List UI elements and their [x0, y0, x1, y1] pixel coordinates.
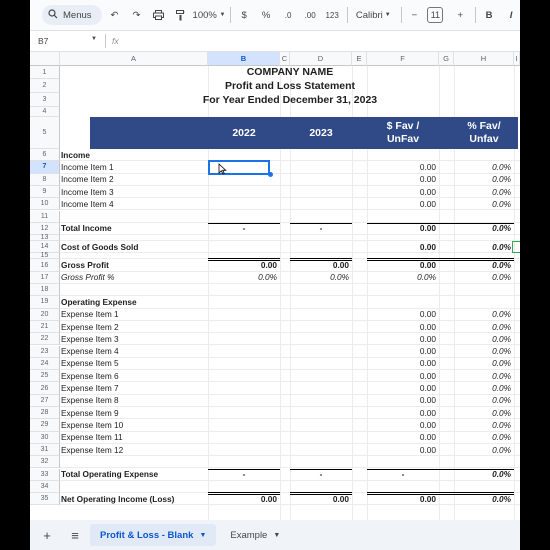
divider [401, 7, 402, 23]
column-header-h[interactable]: H [454, 52, 514, 66]
table-row [60, 358, 520, 370]
banner-2022 [208, 117, 280, 149]
paint-format-icon[interactable] [172, 5, 190, 25]
chevron-down-icon: ▼ [219, 12, 226, 18]
table-row [60, 241, 520, 253]
cell-pct-fav-unfav[interactable]: 0.0% [492, 174, 511, 185]
redo-icon[interactable]: ↷ [132, 9, 141, 21]
row-label[interactable]: Expense Item 9 [61, 407, 119, 418]
cell-fav-unfav[interactable]: 0.00 [419, 309, 436, 320]
table-row [60, 284, 520, 296]
cell-fav-unfav[interactable]: 0.00 [419, 493, 436, 504]
cell-2022[interactable]: - [242, 223, 246, 234]
cell-fav-unfav[interactable]: 0.00 [419, 174, 436, 185]
spreadsheet-window [30, 0, 520, 550]
row-header[interactable]: 20 [30, 309, 60, 321]
column-header-c[interactable]: C [280, 52, 290, 66]
cell-pct-fav-unfav[interactable]: 0.0% [492, 309, 511, 320]
row-label[interactable]: Income Item 4 [61, 198, 114, 209]
cell-fav-unfav[interactable]: 0.00 [419, 161, 436, 172]
double-border [290, 258, 352, 261]
cell-fav-unfav[interactable]: - [401, 469, 405, 480]
row-label[interactable]: Expense Item 2 [61, 321, 119, 332]
table-row [60, 444, 520, 456]
font-size-increase-button[interactable]: + [457, 9, 464, 21]
row-header[interactable]: 6 [30, 149, 60, 161]
row-header[interactable]: 33 [30, 469, 60, 481]
all-sheets-button[interactable]: ≡ [71, 527, 79, 543]
double-border [290, 492, 352, 495]
row-label[interactable]: Income Item 1 [61, 161, 114, 172]
row-header[interactable]: 9 [30, 186, 60, 198]
font-select[interactable] [352, 5, 395, 25]
row-label[interactable]: Gross Profit [61, 260, 109, 271]
cell-reference: B7 [38, 36, 49, 46]
cell-pct-fav-unfav[interactable]: 0.0% [492, 223, 511, 234]
cell-pct-fav-unfav[interactable]: 0.0% [492, 432, 511, 443]
row-header[interactable]: 18 [30, 284, 60, 296]
decrease-decimal-button[interactable]: .0 [284, 10, 292, 20]
row-header[interactable]: 17 [30, 272, 60, 284]
row-label[interactable]: Income [61, 149, 91, 160]
chevron-down-icon: ▼ [91, 36, 97, 42]
cell-pct-fav-unfav[interactable]: 0.0% [492, 321, 511, 332]
column-header-i[interactable]: I [514, 52, 520, 66]
cell-pct-fav-unfav[interactable]: 0.0% [492, 198, 511, 209]
row-label[interactable]: Expense Item 6 [61, 370, 119, 381]
sheet-tab-label: Example [230, 529, 268, 541]
table-row [60, 211, 520, 223]
formula-input[interactable] [119, 34, 520, 48]
print-icon[interactable] [150, 5, 168, 25]
cell-pct-fav-unfav[interactable]: 0.0% [492, 358, 511, 369]
total-border [208, 469, 280, 470]
row-header[interactable]: 7 [30, 161, 60, 173]
cell-2023[interactable]: - [319, 223, 323, 234]
cell-pct-fav-unfav[interactable]: 0.0% [492, 493, 511, 504]
row-header[interactable]: 30 [30, 432, 60, 444]
sheet-grid[interactable] [30, 52, 520, 520]
cell-2023[interactable]: 0.0% [330, 272, 349, 283]
cell-2022[interactable]: - [242, 469, 246, 480]
row-label[interactable]: Expense Item 3 [61, 333, 119, 344]
total-border [290, 223, 352, 224]
cell-pct-fav-unfav[interactable]: 0.0% [492, 469, 511, 480]
banner-fav-unfav [367, 117, 439, 149]
table-row [60, 333, 520, 345]
cell-pct-fav-unfav[interactable]: 0.0% [492, 383, 511, 394]
font-size-decrease-button[interactable]: − [411, 9, 418, 21]
cell-pct-fav-unfav[interactable]: 0.0% [492, 419, 511, 430]
cell-pct-fav-unfav[interactable]: 0.0% [492, 444, 511, 455]
double-border [367, 258, 514, 261]
sheet-tab-profit-loss-blank[interactable] [90, 524, 216, 546]
cell-pct-fav-unfav[interactable]: 0.0% [492, 241, 511, 252]
row-label[interactable]: Expense Item 8 [61, 395, 119, 406]
cell-2022[interactable]: 0.00 [260, 493, 277, 504]
table-row [60, 395, 520, 407]
cell-fav-unfav[interactable]: 0.00 [419, 358, 436, 369]
cell-fav-unfav[interactable]: 0.00 [419, 186, 436, 197]
row-header[interactable]: 13 [30, 235, 60, 241]
cell-fav-unfav[interactable]: 0.00 [419, 223, 436, 234]
row-header[interactable]: 26 [30, 382, 60, 394]
cell-fav-unfav[interactable]: 0.00 [419, 432, 436, 443]
table-row [60, 272, 520, 284]
cell-fav-unfav[interactable]: 0.00 [419, 333, 436, 344]
row-label[interactable]: Expense Item 5 [61, 358, 119, 369]
banner-2023 [290, 117, 352, 149]
chevron-down-icon: ▼ [273, 531, 281, 539]
zoom-value: 100% [192, 9, 217, 21]
row-header[interactable]: 23 [30, 346, 60, 358]
cell-2022[interactable]: 0.00 [260, 260, 277, 271]
total-border [208, 223, 280, 224]
banner-2022-line: 2022 [232, 126, 256, 139]
column-header-e[interactable]: E [352, 52, 367, 66]
cell-pct-fav-unfav[interactable]: 0.0% [492, 346, 511, 357]
row-header[interactable]: 16 [30, 259, 60, 271]
formula-bar [30, 30, 520, 52]
cell-2023[interactable]: 0.00 [332, 493, 349, 504]
chevron-down-icon: ▼ [199, 531, 207, 539]
banner-fav-unfav-line: UnFav [386, 133, 420, 145]
row-header[interactable]: 35 [30, 493, 60, 505]
column-header-a[interactable]: A [60, 52, 208, 66]
row-label[interactable]: Expense Item 7 [61, 383, 119, 394]
row-header[interactable]: 8 [30, 174, 60, 186]
cell-fav-unfav[interactable]: 0.00 [419, 395, 436, 406]
cell-pct-fav-unfav[interactable]: 0.0% [492, 395, 511, 406]
table-row [60, 407, 520, 419]
table-row [60, 456, 520, 468]
sheet-tab-bar [30, 520, 520, 550]
row-header[interactable]: 21 [30, 321, 60, 333]
double-border [208, 492, 280, 495]
cell-fav-unfav[interactable]: 0.00 [419, 419, 436, 430]
select-all-corner[interactable] [30, 52, 60, 66]
cell-2023[interactable]: 0.00 [332, 260, 349, 271]
search-icon [48, 9, 58, 22]
row-header[interactable]: 25 [30, 370, 60, 382]
table-row [60, 346, 520, 358]
column-header-d[interactable]: D [290, 52, 352, 66]
row-header[interactable]: 14 [30, 241, 60, 253]
banner-2023-line: 2023 [309, 126, 333, 139]
table-row [60, 419, 520, 431]
cell-pct-fav-unfav[interactable]: 0.0% [492, 186, 511, 197]
bold-button[interactable]: B [485, 9, 493, 21]
percent-format-button[interactable]: % [261, 9, 271, 21]
banner-fav-unfav-line: $ Fav / [386, 120, 420, 132]
row-label[interactable]: Net Operating Income (Loss) [61, 493, 175, 504]
row-header[interactable]: 22 [30, 333, 60, 345]
divider [230, 7, 231, 23]
cell-2023[interactable]: - [319, 469, 323, 480]
table-row [60, 382, 520, 394]
chevron-down-icon: ▼ [384, 12, 391, 18]
row-header[interactable]: 32 [30, 456, 60, 468]
cell-fav-unfav[interactable]: 0.00 [419, 241, 436, 252]
row-header[interactable]: 4 [30, 107, 60, 117]
double-border [208, 258, 280, 261]
row-header[interactable]: 3 [30, 93, 60, 107]
cell-fav-unfav[interactable]: 0.0% [417, 272, 436, 283]
cell-pct-fav-unfav[interactable]: 0.0% [492, 161, 511, 172]
toolbar [30, 0, 520, 30]
row-label[interactable]: Expense Item 1 [61, 309, 119, 320]
row-label[interactable]: Expense Item 11 [61, 432, 123, 443]
row-label[interactable]: Expense Item 10 [61, 419, 124, 430]
table-row [60, 432, 520, 444]
statement-period: For Year Ended December 31, 2023 [202, 94, 378, 106]
collaborator-selection [512, 241, 520, 253]
row-label[interactable]: Total Operating Expense [61, 469, 159, 480]
row-header[interactable]: 11 [30, 211, 60, 223]
cell-fav-unfav[interactable]: 0.00 [419, 321, 436, 332]
row-header[interactable]: 19 [30, 296, 60, 308]
column-header-g[interactable]: G [439, 52, 454, 66]
banner-pct-fav-unfav-line: % Fav/ [467, 120, 501, 132]
divider [347, 7, 348, 23]
table-row [60, 149, 520, 161]
increase-decimal-button[interactable]: .00 [304, 10, 316, 20]
total-border [290, 469, 352, 470]
undo-icon[interactable]: ↶ [110, 9, 119, 21]
fx-icon: fx [112, 36, 119, 46]
row-label[interactable]: Income Item 3 [61, 186, 114, 197]
font-name: Calibri [355, 9, 383, 21]
row-label[interactable]: Total Income [61, 223, 112, 234]
italic-button[interactable]: I [509, 9, 513, 21]
row-header[interactable]: 28 [30, 407, 60, 419]
table-row [60, 309, 520, 321]
cell-pct-fav-unfav[interactable]: 0.0% [492, 333, 511, 344]
cell-fav-unfav[interactable]: 0.00 [419, 198, 436, 209]
banner-pct-fav-unfav-line: Unfav [469, 133, 499, 145]
table-row [60, 223, 520, 235]
table-row [60, 296, 520, 308]
table-row [60, 186, 520, 198]
banner-pct-fav-unfav [454, 117, 514, 149]
cell-fav-unfav[interactable]: 0.00 [419, 260, 436, 271]
row-header[interactable]: 15 [30, 253, 60, 259]
zoom-select[interactable] [194, 5, 225, 25]
row-header[interactable]: 24 [30, 358, 60, 370]
row-header[interactable]: 34 [30, 481, 60, 493]
row-label[interactable]: Income Item 2 [61, 174, 114, 185]
statement-company: COMPANY NAME [246, 66, 334, 78]
table-row [60, 174, 520, 186]
cell-fav-unfav[interactable]: 0.00 [419, 383, 436, 394]
row-label[interactable]: Cost of Goods Sold [61, 241, 139, 252]
row-label[interactable]: Operating Expense [61, 296, 137, 307]
font-size-input[interactable]: 11 [427, 7, 443, 23]
total-border [367, 223, 514, 224]
table-row [60, 198, 520, 210]
menus-label: Menus [63, 9, 92, 21]
table-row [60, 370, 520, 382]
cell-fav-unfav[interactable]: 0.00 [419, 370, 436, 381]
cell-fav-unfav[interactable]: 0.00 [419, 407, 436, 418]
cell-pct-fav-unfav[interactable]: 0.0% [492, 370, 511, 381]
row-label[interactable]: Gross Profit % [61, 272, 115, 283]
cell-pct-fav-unfav[interactable]: 0.0% [492, 407, 511, 418]
row-label[interactable]: Expense Item 12 [61, 444, 124, 455]
row-label[interactable]: Expense Item 4 [61, 346, 119, 357]
row-header[interactable]: 2 [30, 79, 60, 93]
cell-2022[interactable]: 0.0% [258, 272, 277, 283]
currency-format-button[interactable]: $ [241, 9, 247, 21]
add-sheet-button[interactable]: + [43, 527, 51, 543]
cell-fav-unfav[interactable]: 0.00 [419, 346, 436, 357]
column-header-b[interactable]: B [208, 52, 280, 66]
name-box[interactable] [30, 36, 105, 46]
table-row [60, 469, 520, 481]
cell-pct-fav-unfav[interactable]: 0.0% [492, 272, 511, 283]
row-header[interactable]: 1 [30, 66, 60, 79]
total-border [367, 469, 514, 470]
row-header[interactable]: 10 [30, 198, 60, 210]
row-header[interactable]: 31 [30, 444, 60, 456]
cell-fav-unfav[interactable]: 0.00 [419, 444, 436, 455]
row-header[interactable]: 12 [30, 223, 60, 235]
row-header[interactable]: 5 [30, 117, 60, 149]
sheet-tab-label: Profit & Loss - Blank [100, 529, 194, 541]
cell-pct-fav-unfav[interactable]: 0.0% [492, 260, 511, 271]
table-row [60, 161, 520, 173]
column-title-banner [90, 117, 518, 149]
table-row [60, 321, 520, 333]
statement-statement: Profit and Loss Statement [224, 80, 356, 92]
double-border [367, 492, 514, 495]
menus-button[interactable] [42, 5, 102, 25]
divider [475, 7, 476, 23]
more-formats-button[interactable]: 123 [325, 10, 339, 20]
column-header-f[interactable]: F [367, 52, 439, 66]
row-header[interactable]: 29 [30, 419, 60, 431]
row-header[interactable]: 27 [30, 395, 60, 407]
sheet-tab-example[interactable] [220, 524, 290, 546]
